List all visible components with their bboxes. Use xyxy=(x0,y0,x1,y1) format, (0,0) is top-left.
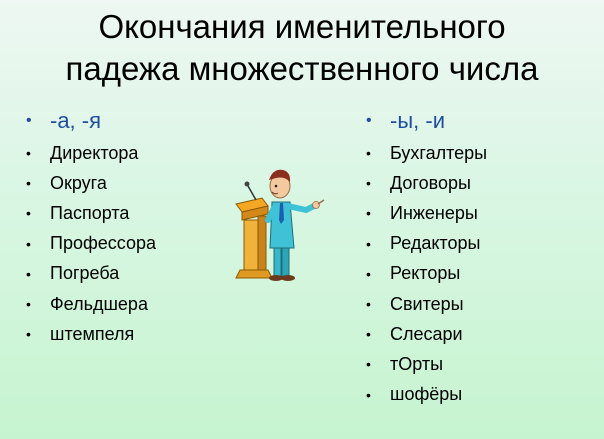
bullet-icon: • xyxy=(366,386,371,403)
list-item xyxy=(366,319,487,349)
podium-shape xyxy=(236,182,272,279)
list-item-text: Слесари xyxy=(390,323,463,344)
list-item xyxy=(366,138,487,168)
list-item xyxy=(366,198,487,228)
list-item xyxy=(26,259,156,289)
title-line-1: Окончания именительного xyxy=(98,8,506,45)
list-item-text: Бухгалтеры xyxy=(390,142,488,163)
bullet-icon: • xyxy=(366,175,371,192)
list-item-text: Инженеры xyxy=(390,202,478,223)
bullet-icon: • xyxy=(26,112,32,129)
bullet-icon: • xyxy=(366,205,371,222)
list-item-text: Погреба xyxy=(50,263,120,284)
left-header-text: -а, -я xyxy=(50,108,102,133)
list-item xyxy=(366,259,487,289)
list-item-text: Профессора xyxy=(50,233,157,254)
right-ending-list xyxy=(366,104,487,410)
bullet-icon: • xyxy=(26,326,31,343)
bullet-icon: • xyxy=(366,265,371,282)
list-item xyxy=(366,380,487,410)
title-line-2: падежа множественного числа xyxy=(65,50,539,87)
left-list-header xyxy=(26,104,156,138)
list-item xyxy=(26,319,156,349)
bullet-icon: • xyxy=(366,356,371,373)
bullet-icon: • xyxy=(26,265,31,282)
bullet-icon: • xyxy=(366,112,372,129)
list-item-text: Ректоры xyxy=(390,263,461,284)
list-item-text: Паспорта xyxy=(50,202,130,223)
speaker-at-podium-icon xyxy=(228,158,328,288)
list-item-text: тОрты xyxy=(390,353,444,374)
list-item xyxy=(26,168,156,198)
bullet-icon: • xyxy=(26,175,31,192)
bullet-icon: • xyxy=(26,145,31,162)
list-item xyxy=(26,138,156,168)
list-item-text: Директора xyxy=(50,142,139,163)
list-item xyxy=(366,229,487,259)
list-item-text: Округа xyxy=(50,172,107,193)
right-list-header xyxy=(366,104,487,138)
bullet-icon: • xyxy=(366,296,371,313)
list-item-text: Фельдшера xyxy=(50,293,148,314)
list-item xyxy=(366,349,487,379)
bullet-icon: • xyxy=(366,326,371,343)
list-item-text: штемпеля xyxy=(50,323,135,344)
list-item-text: Свитеры xyxy=(390,293,464,314)
list-item-text: Договоры xyxy=(390,172,471,193)
list-item-text: шофёры xyxy=(390,384,463,405)
list-item xyxy=(366,168,487,198)
left-ending-list xyxy=(26,104,156,349)
bullet-icon: • xyxy=(26,235,31,252)
list-item xyxy=(26,289,156,319)
person-shape xyxy=(268,170,324,281)
list-item-text: Редакторы xyxy=(390,233,481,254)
list-item xyxy=(26,198,156,228)
bullet-icon: • xyxy=(366,235,371,252)
bullet-icon: • xyxy=(26,205,31,222)
bullet-icon: • xyxy=(26,296,31,313)
list-item xyxy=(26,229,156,259)
list-item xyxy=(366,289,487,319)
right-header-text: -ы, -и xyxy=(390,108,445,133)
slide-title xyxy=(0,6,604,90)
bullet-icon: • xyxy=(366,145,371,162)
